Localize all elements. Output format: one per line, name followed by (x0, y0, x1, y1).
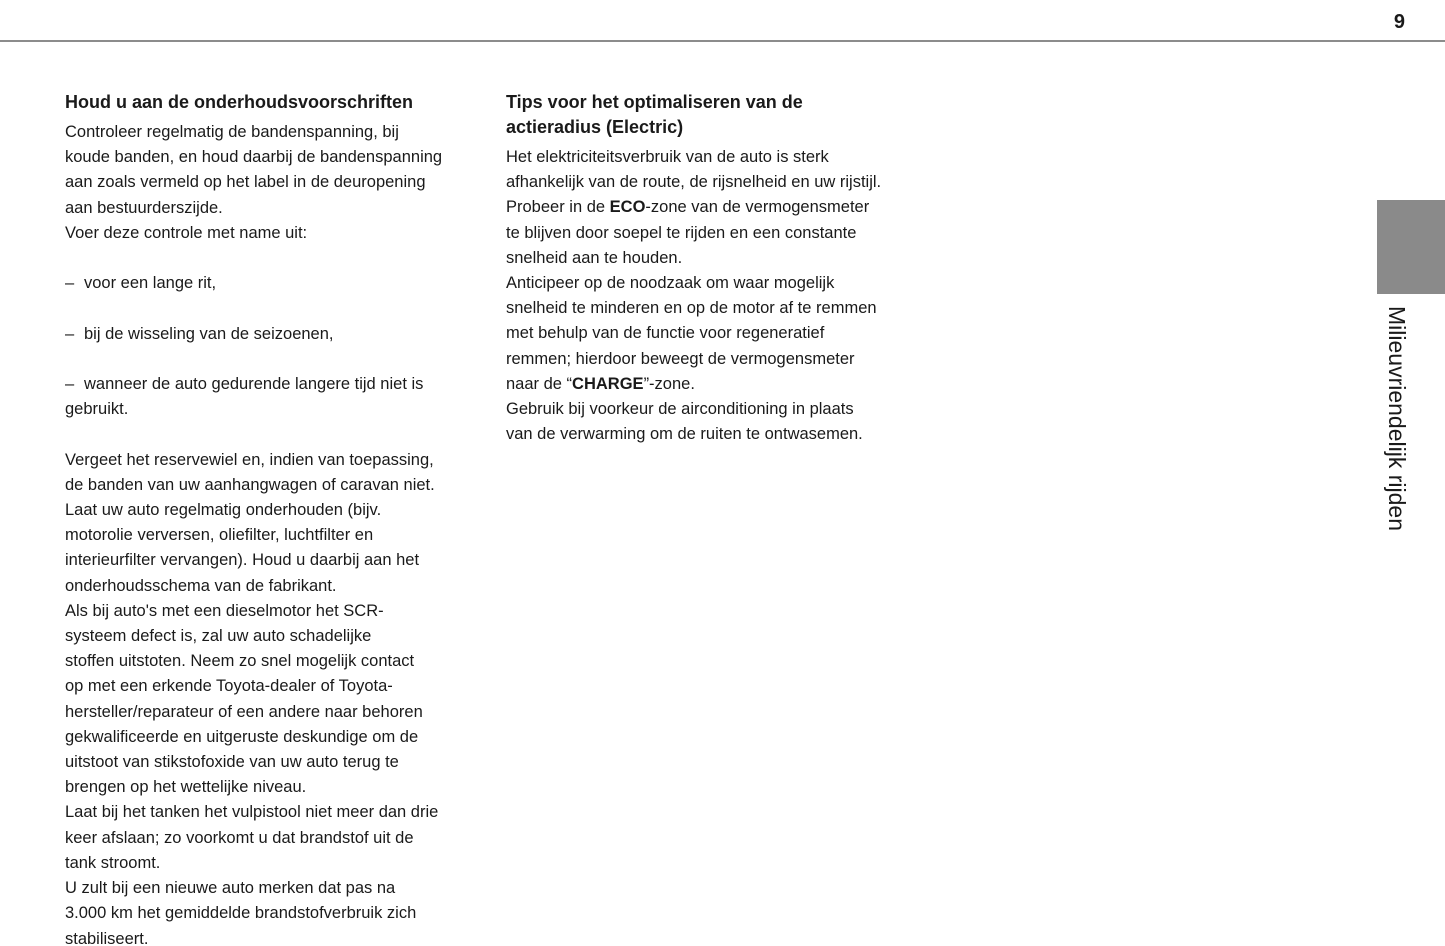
range-tips-paragraph-4: Gebruik bij voorkeur de airconditioning in plaats van de verwarming om de ruiten te ontwasemen. (506, 400, 863, 444)
text-run: Probeer in de (506, 198, 610, 217)
maintenance-body: Vergeet het reservewiel en, indien van toepassing, de banden van uw aanhangwagen of caravan niet. Laat uw auto regelmatig onderhouden (bijv. motorolie verversen, oliefilter, luchtfilter en interieurfilter vervangen). Houd u daarbij aan het onderhoudsschema van de fabrikant. Als bij auto's met een dieselmotor het SCR- systeem defect is, zal uw auto schadelijke stoffen uitstoten. Neem zo snel mogelijk contact op met een erkende Toyota-dealer of Toyota- hersteller/reparateur of een andere naar behoren gekwalificeerde en uitgeruste deskundige om de uitstoot van stikstofoxide van uw auto terug te brengen op het wettelijke niveau. Laat bij het tanken het vulpistool niet meer dan drie keer afslaan; zo voorkomt u dat brandstof uit de tank stroomt. U zult bij een nieuwe auto merken dat pas na 3.000 km het gemiddelde brandstofverbruik zich stabiliseert. (65, 450, 439, 946)
left-column (65, 90, 485, 946)
list-item (65, 322, 485, 347)
dash-mark: – (65, 274, 75, 293)
list-item-text: bij de wisseling van de seizoenen, (84, 324, 334, 343)
maintenance-dash-list (65, 246, 485, 448)
range-tips-paragraph-1: Het elektriciteitsverbruik van de auto is sterk afhankelijk van de route, de rijsnelheid en uw rijstijl. (506, 148, 882, 192)
text-run: Anticipeer op de noodzaak om waar mogelijk snelheid te minderen en op de motor af te remmen met behulp van de functie voor regeneratief remmen; hierdoor beweegt de vermogensmeter naar de “ (506, 274, 877, 393)
charge-zone-label: CHARGE (572, 374, 644, 393)
list-item-text: wanneer de auto gedurende langere tijd niet is gebruikt. (65, 375, 424, 419)
text-run: ”-zone. (643, 374, 695, 393)
maintenance-heading: Houd u aan de onderhoudsvoorschriften (65, 92, 414, 112)
page-number: 9 (1393, 11, 1405, 33)
range-tips-paragraph-3 (506, 271, 926, 397)
text-run: -zone van de vermogensmeter te blijven door soepel te rijden en een constante snelheid aan te houden. (506, 198, 870, 267)
header-rule (0, 40, 1445, 42)
dash-mark: – (65, 375, 75, 394)
list-item (65, 271, 485, 296)
list-item (65, 372, 485, 422)
right-column (506, 90, 926, 447)
list-item-text: voor een lange rit, (84, 274, 217, 293)
range-tips-paragraph-2 (506, 195, 926, 271)
eco-zone-label: ECO (609, 198, 646, 217)
dash-mark: – (65, 324, 75, 343)
range-tips-heading: Tips voor het optimaliseren van de actieradius (Electric) (506, 92, 803, 137)
maintenance-intro: Controleer regelmatig de bandenspanning, bij koude banden, en houd daarbij de bandenspanning aan zoals vermeld op het label in de deuropening aan bestuurderszijde. Voer deze controle met name uit: (65, 123, 443, 242)
chapter-tab-label: Milieuvriendelijk rijden (1384, 306, 1410, 531)
chapter-tab-marker (1377, 200, 1445, 294)
